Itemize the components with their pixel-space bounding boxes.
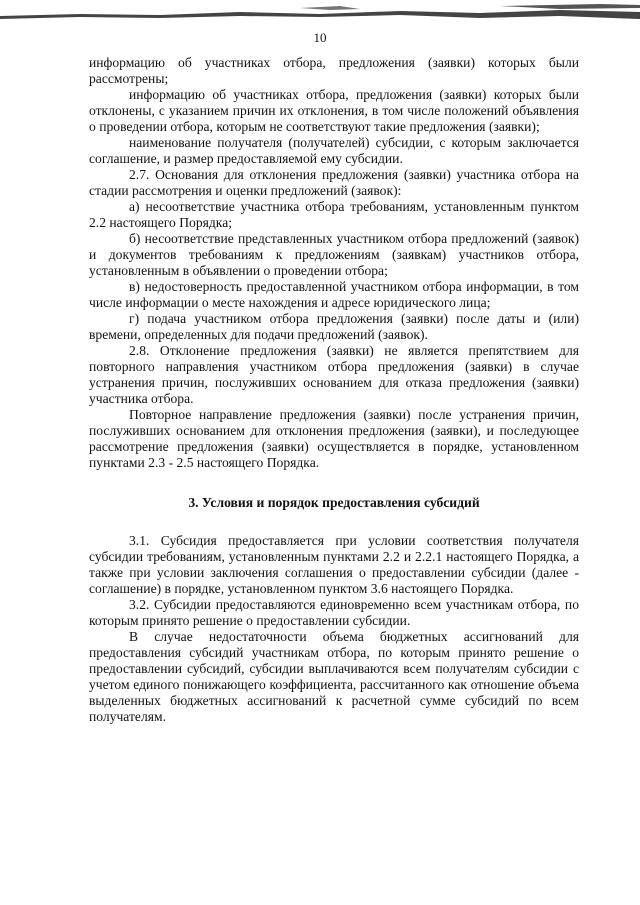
- paragraph: наименование получателя (получателей) субсидии, с которым заключается соглашение, и размер предоставляемой ему субсидии.: [89, 135, 579, 166]
- list-item-b: б) несоответствие представленных участником отбора предложений (заявок) и документов требованиям к предложениям (заявкам) участников отбора, установленным в объявлении о проведении отбора;: [89, 231, 579, 278]
- paragraph: информацию об участниках отбора, предложения (заявки) которых были рассмотрены;: [89, 55, 579, 86]
- paragraph-2-8: 2.8. Отклонение предложения (заявки) не является препятствием для повторного направления участником отбора предложения (заявки) в случае устранения причин, послуживших основанием для отказа предложения (заявки) участника отбора.: [89, 343, 579, 406]
- list-item-v: в) недостоверность предоставленной участником отбора информации, в том числе информации о месте нахождения и адресе юридического лица;: [89, 279, 579, 310]
- list-item-a: а) несоответствие участника отбора требованиям, установленным пунктом 2.2 настоящего Порядка;: [89, 199, 579, 230]
- paragraph-2-7: 2.7. Основания для отклонения предложения (заявки) участника отбора на стадии рассмотрения и оценки предложений (заявок):: [89, 167, 579, 198]
- list-item-g: г) подача участником отбора предложения (заявки) после даты и (или) времени, определенных для подачи предложений (заявок).: [89, 311, 579, 342]
- paragraph: Повторное направление предложения (заявки) после устранения причин, послуживших основанием для отклонения предложения (заявки), и последующее рассмотрение предложения (заявки) осуществляется в порядке, установленном пунктами 2.3 - 2.5 настоящего Порядка.: [89, 407, 579, 470]
- paragraph: информацию об участниках отбора, предложения (заявки) которых были отклонены, с указанием причин их отклонения, в том числе положений объявления о проведении отбора, которым не соответствуют такие предложения (заявки);: [89, 87, 579, 134]
- document-body: [89, 55, 579, 725]
- paragraph-3-2: 3.2. Субсидии предоставляются единовременно всем участникам отбора, по которым принято решение о предоставлении субсидии.: [89, 597, 579, 628]
- paragraph-3-1: 3.1. Субсидия предоставляется при условии соответствия получателя субсидии требованиям, установленным пунктами 2.2 и 2.2.1 настоящего Порядка, а также при условии заключения соглашения о предоставлении субсидии (далее - соглашение) в порядке, установленном пунктом 3.6 настоящего Порядка.: [89, 533, 579, 596]
- section-heading: 3. Условия и порядок предоставления субсидий: [188, 495, 480, 510]
- page-number: 10: [313, 30, 327, 45]
- scan-edge-artifact: [0, 0, 640, 26]
- paragraph: В случае недостаточности объема бюджетных ассигнований для предоставления субсидий участникам отбора, по которым принято решение о предоставлении субсидий, субсидии выплачиваются всем получателям субсидии с учетом единого понижающего коэффициента, рассчитанного как отношение объема выделенных бюджетных ассигнований к расчетной сумме субсидий по всем получателям.: [89, 629, 579, 724]
